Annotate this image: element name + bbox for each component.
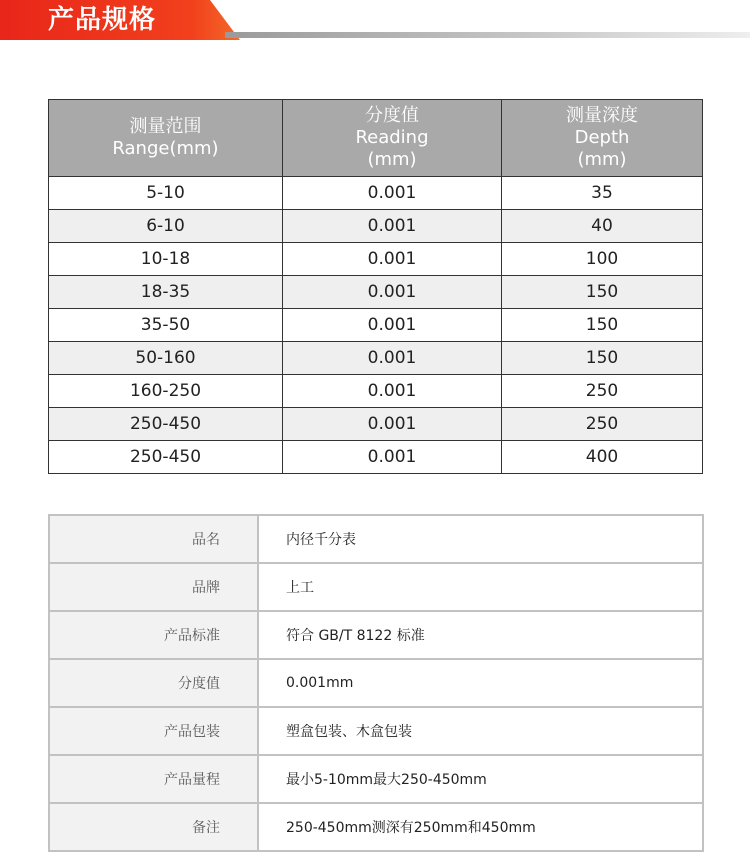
- table-row: [49, 177, 703, 210]
- table-row: [49, 210, 703, 243]
- table-row: [49, 342, 703, 375]
- info-row-range: [49, 755, 703, 803]
- section-header: [0, 0, 750, 40]
- info-row-packaging: [49, 707, 703, 755]
- info-value: 0.001mm: [258, 659, 703, 707]
- table-row: [49, 309, 703, 342]
- cell-depth: 250: [502, 408, 703, 441]
- info-row-brand: [49, 563, 703, 611]
- table-row: [49, 276, 703, 309]
- header-divider: [225, 32, 750, 38]
- cell-depth: 150: [502, 309, 703, 342]
- info-row-name: [49, 515, 703, 563]
- info-label: 产品量程: [49, 755, 258, 803]
- header-reading-cn: 分度值: [365, 105, 419, 126]
- cell-range: 50-160: [49, 342, 283, 375]
- info-label: 品牌: [49, 563, 258, 611]
- info-label: 备注: [49, 803, 258, 851]
- cell-range: 250-450: [49, 408, 283, 441]
- cell-range: 35-50: [49, 309, 283, 342]
- info-table: [48, 514, 704, 852]
- info-value: 塑盒包装、木盒包装: [258, 707, 703, 755]
- info-row-reading: [49, 659, 703, 707]
- header-depth: [502, 100, 703, 177]
- header-range-cn: 测量范围: [129, 116, 202, 137]
- table-row: [49, 243, 703, 276]
- header-range: [49, 100, 283, 177]
- cell-depth: 150: [502, 276, 703, 309]
- info-label: 产品包装: [49, 707, 258, 755]
- info-label: 产品标准: [49, 611, 258, 659]
- info-value: 内径千分表: [258, 515, 703, 563]
- cell-reading: 0.001: [283, 276, 502, 309]
- cell-reading: 0.001: [283, 210, 502, 243]
- cell-depth: 400: [502, 441, 703, 474]
- cell-depth: 40: [502, 210, 703, 243]
- table-row: [49, 408, 703, 441]
- info-row-note: [49, 803, 703, 851]
- cell-reading: 0.001: [283, 342, 502, 375]
- cell-depth: 100: [502, 243, 703, 276]
- info-row-standard: [49, 611, 703, 659]
- spec-table: [48, 99, 703, 474]
- cell-range: 6-10: [49, 210, 283, 243]
- spec-header-row: [49, 100, 703, 177]
- header-range-en: Range(mm): [112, 138, 219, 159]
- header-reading-en: Reading: [355, 127, 429, 148]
- table-row: [49, 441, 703, 474]
- header-depth-unit: (mm): [577, 149, 627, 170]
- cell-range: 10-18: [49, 243, 283, 276]
- info-value: 上工: [258, 563, 703, 611]
- table-row: [49, 375, 703, 408]
- header-reading: [283, 100, 502, 177]
- info-value: 最小5-10mm最大250-450mm: [258, 755, 703, 803]
- cell-reading: 0.001: [283, 243, 502, 276]
- cell-reading: 0.001: [283, 408, 502, 441]
- cell-reading: 0.001: [283, 309, 502, 342]
- cell-depth: 250: [502, 375, 703, 408]
- cell-depth: 35: [502, 177, 703, 210]
- cell-reading: 0.001: [283, 177, 502, 210]
- header-depth-en: Depth: [574, 127, 630, 148]
- cell-range: 5-10: [49, 177, 283, 210]
- cell-reading: 0.001: [283, 441, 502, 474]
- info-value: 符合 GB/T 8122 标准: [258, 611, 703, 659]
- cell-depth: 150: [502, 342, 703, 375]
- info-label: 分度值: [49, 659, 258, 707]
- cell-reading: 0.001: [283, 375, 502, 408]
- cell-range: 250-450: [49, 441, 283, 474]
- cell-range: 18-35: [49, 276, 283, 309]
- cell-range: 160-250: [49, 375, 283, 408]
- header-depth-cn: 测量深度: [566, 105, 638, 126]
- info-value: 250-450mm测深有250mm和450mm: [258, 803, 703, 851]
- header-reading-unit: (mm): [367, 149, 417, 170]
- info-label: 品名: [49, 515, 258, 563]
- section-title: 产品规格: [48, 5, 157, 35]
